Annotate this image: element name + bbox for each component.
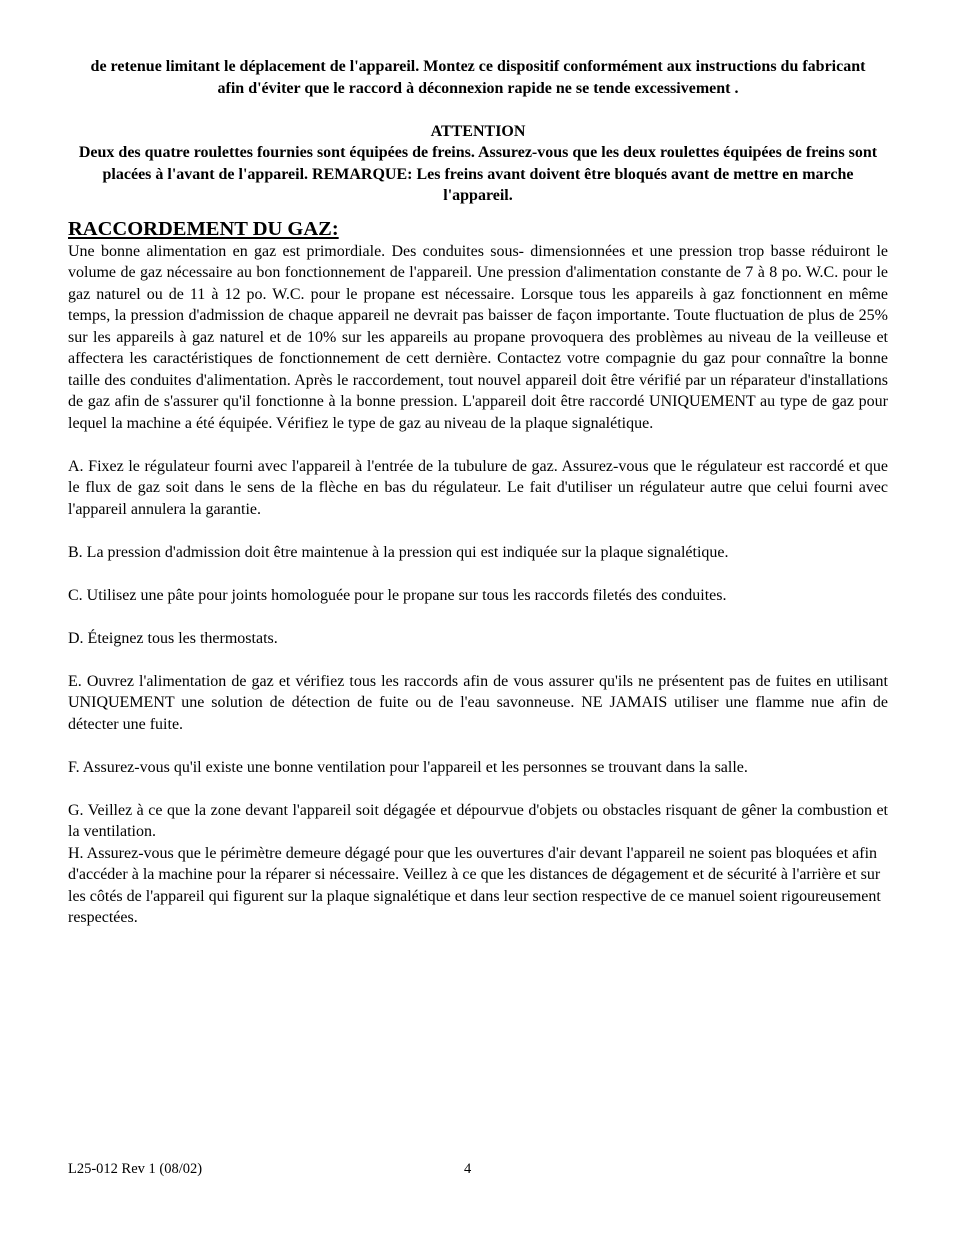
- gas-intro-paragraph: Une bonne alimentation en gaz est primordiale. Des conduites sous- dimensionnées et une pression trop basse réduiront le volume de gaz nécessaire au bon fonctionnement de l'appareil. Une pression d'alimentation constante de 7 à 8 po. W.C. pour le gaz naturel ou de 11 à 12 po. W.C. pour le propane est nécessaire. Lorsque tous les appareils à gaz fonctionnent en même temps, la pression d'admission de chaque appareil ne devrait pas baisser de façon importante. Toute fluctuation de plus de 25% sur les appareils à gaz naturel et de 10% sur les appareils au propane provoquera des problèmes au niveau de la veilleuse et affectera les caractéristiques de fonctionnement de cett dernière. Contactez votre compagnie du gaz pour connaître la bonne taille des conduites d'alimentation. Après le raccordement, tout nouvel appareil doit être vérifié par un réparateur d'installations de gaz afin de s'assurer qu'il fonctionne à la bonne pression. L'appareil doit être raccordé UNIQUEMENT au type de gaz pour lequel la machine a été équipée. Vérifiez le type de gaz au niveau de la plaque signalétique.: [68, 242, 888, 432]
- instruction-g: G. Veillez à ce que la zone devant l'appareil soit dégagée et dépourvue d'objets ou obstacles risquant de gêner la combustion et la ventilation.: [68, 801, 888, 840]
- instruction-c: C. Utilisez une pâte pour joints homologuée pour le propane sur tous les raccords filetés des conduites.: [68, 586, 727, 604]
- restraint-note: [68, 56, 888, 99]
- section-heading: RACCORDEMENT DU GAZ:: [68, 217, 339, 240]
- document-body: [68, 56, 888, 929]
- attention-title: ATTENTION: [430, 122, 526, 140]
- restraint-note-line-2: afin d'éviter que le raccord à déconnexion rapide ne se tende excessivement .: [217, 79, 739, 97]
- document-id: L25-012 Rev 1 (08/02): [68, 1161, 203, 1177]
- instruction-f: F. Assurez-vous qu'il existe une bonne ventilation pour l'appareil et les personnes se trouvant dans la salle.: [68, 758, 748, 776]
- instruction-h: H. Assurez-vous que le périmètre demeure dégagé pour que les ouvertures d'air devant l'appareil ne soient pas bloquées et afin d'accéder à la machine pour la réparer si nécessaire. Veillez à ce que les distances de dégagement et de sécurité à l'arrière et sur les côtés de l'appareil qui figurent sur la plaque signalétique et dans leur section respective de ce manuel soient rigoureusement respectées.: [68, 844, 881, 926]
- instruction-a: A. Fixez le régulateur fourni avec l'appareil à l'entrée de la tubulure de gaz. Assurez-vous que le régulateur est raccordé et que le flux de gaz soit dans le sens de la flèche en bas du régulateur. Le fait d'utiliser un régulateur autre que celui fourni avec l'appareil annulera la garantie.: [68, 457, 888, 518]
- instruction-d: D. Éteignez tous les thermostats.: [68, 629, 278, 647]
- attention-text: Deux des quatre roulettes fournies sont équipées de freins. Assurez-vous que les deux roulettes équipées de freins sont placées à l'avant de l'appareil. REMARQUE: Les freins avant doivent être bloqués avant de mettre en marche l'appareil.: [78, 144, 878, 204]
- instruction-e: E. Ouvrez l'alimentation de gaz et vérifiez tous les raccords afin de vous assurer qu'ils ne présentent pas de fuites en utilisant UNIQUEMENT une solution de détection de fuite ou de l'eau savonneuse. NE JAMAIS utiliser une flamme nue afin de détecter une fuite.: [68, 672, 888, 733]
- attention-block: [68, 121, 888, 207]
- page-number: 4: [464, 1161, 472, 1177]
- instruction-b: B. La pression d'admission doit être maintenue à la pression qui est indiquée sur la plaque signalétique.: [68, 543, 729, 561]
- restraint-note-line-1: de retenue limitant le déplacement de l'appareil. Montez ce dispositif conformément aux instructions du fabricant: [90, 58, 866, 75]
